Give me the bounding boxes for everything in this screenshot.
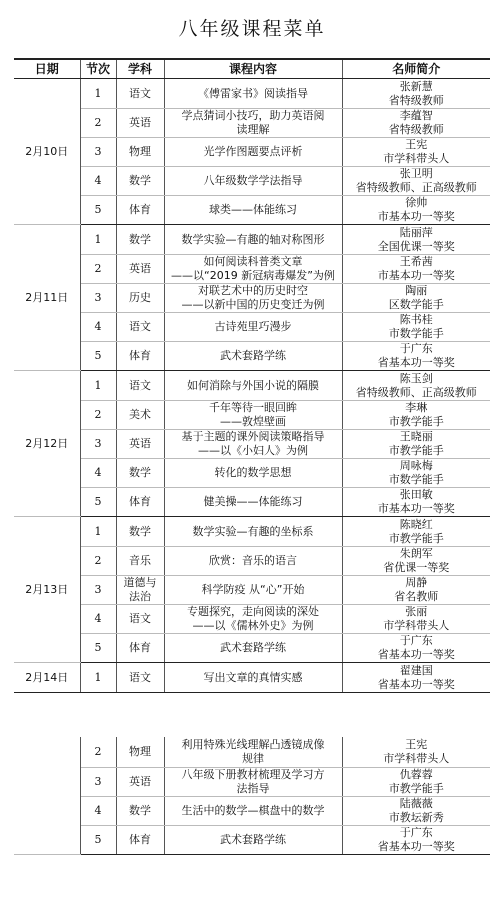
teacher-line: 市学科带头人 — [383, 751, 450, 765]
teacher-line: 市教学能手 — [388, 781, 444, 795]
teacher-line: 王希茜 — [399, 255, 433, 268]
teacher-line: 陈玉剑 — [399, 371, 433, 385]
teacher-line: 省特级教师、正高级教师 — [355, 385, 477, 399]
subject-cell: 数学 — [116, 167, 164, 196]
teacher-cell — [342, 517, 490, 547]
period-cell: 2 — [80, 547, 116, 576]
period-cell: 5 — [80, 634, 116, 663]
subject-cell: 体育 — [116, 342, 164, 371]
table-row — [14, 517, 490, 547]
teacher-line: 省特级教师、正高级教师 — [355, 181, 477, 194]
period-cell: 4 — [80, 459, 116, 488]
table-row — [14, 430, 490, 459]
content-line: 专题探究，走向阅读的深处 — [187, 605, 319, 618]
content-line: 武术套路学练 — [220, 641, 286, 654]
period-cell: 5 — [80, 825, 116, 854]
subject-cell: 体育 — [116, 825, 164, 854]
content-line: 规律 — [242, 751, 264, 765]
teacher-line: 市数学能手 — [388, 327, 444, 340]
teacher-line: 省基本功一等奖 — [377, 356, 455, 369]
table-row — [14, 796, 490, 825]
content-line: 法指导 — [236, 781, 270, 795]
period-cell: 4 — [80, 167, 116, 196]
content-cell — [164, 284, 342, 313]
table-row — [14, 605, 490, 634]
content-line: 如何阅读科普类文章 — [203, 255, 303, 268]
content-line: 数学实验—有趣的坐标系 — [192, 524, 314, 538]
table-row — [14, 488, 490, 517]
table-row — [14, 109, 490, 138]
table-row — [14, 79, 490, 109]
content-cell — [164, 459, 342, 488]
teacher-cell — [342, 109, 490, 138]
teacher-line: 全国优课一等奖 — [377, 239, 455, 253]
content-cell — [164, 547, 342, 576]
teacher-line: 市教学能手 — [388, 531, 444, 545]
period-cell: 2 — [80, 401, 116, 430]
period-cell: 4 — [80, 796, 116, 825]
date-cell — [14, 737, 80, 854]
page-break-gap — [14, 693, 490, 738]
teacher-line: 于广东 — [399, 825, 433, 839]
teacher-line: 王宪 — [405, 138, 428, 151]
content-line: 武术套路学练 — [220, 349, 286, 362]
teacher-cell — [342, 605, 490, 634]
period-cell: 4 — [80, 605, 116, 634]
teacher-cell — [342, 634, 490, 663]
teacher-cell — [342, 196, 490, 225]
teacher-line: 朱朗军 — [399, 547, 433, 560]
content-cell — [164, 313, 342, 342]
teacher-cell — [342, 342, 490, 371]
content-line: 《傅雷家书》阅读指导 — [198, 86, 308, 100]
period-cell: 1 — [80, 663, 116, 693]
content-line: 读理解 — [236, 123, 270, 136]
content-line: 科学防疫 从“心”开始 — [201, 583, 305, 596]
subject-cell: 体育 — [116, 634, 164, 663]
teacher-line: 翟建国 — [399, 663, 433, 677]
teacher-line: 徐帅 — [405, 196, 428, 209]
table-row — [14, 767, 490, 796]
teacher-line: 区数学能手 — [388, 298, 444, 311]
content-line: 写出文章的真情实感 — [203, 670, 303, 684]
content-line: 八年级下册教材梳理及学习方 — [181, 767, 325, 781]
table-row — [14, 663, 490, 693]
teacher-line: 市教学能手 — [388, 444, 444, 457]
subject-cell: 数学 — [116, 225, 164, 255]
teacher-line: 王宪 — [405, 737, 428, 751]
content-line: ——以《儒林外史》为例 — [192, 619, 314, 632]
content-cell — [164, 401, 342, 430]
teacher-cell — [342, 167, 490, 196]
teacher-cell — [342, 371, 490, 401]
table-row — [14, 313, 490, 342]
subject-cell: 语文 — [116, 663, 164, 693]
content-cell — [164, 737, 342, 767]
teacher-line: 周静 — [405, 576, 428, 589]
subject-line: 法治 — [129, 590, 151, 603]
subject-cell: 英语 — [116, 767, 164, 796]
table-row — [14, 634, 490, 663]
content-line: 如何消除与外国小说的隔膜 — [187, 378, 319, 392]
content-cell — [164, 517, 342, 547]
table-row — [14, 459, 490, 488]
teacher-line: 李琳 — [405, 401, 428, 414]
teacher-line: 王晓丽 — [399, 430, 433, 443]
content-cell — [164, 138, 342, 167]
table-row — [14, 342, 490, 371]
teacher-line: 省基本功一等奖 — [377, 677, 455, 691]
content-line: 利用特殊光线理解凸透镜成像 — [181, 737, 325, 751]
teacher-line: 市学科带头人 — [383, 152, 450, 165]
content-line: 对联艺术中的历史时空 — [198, 284, 308, 297]
content-cell — [164, 796, 342, 825]
teacher-line: 陈晓红 — [399, 517, 433, 531]
table-row — [14, 138, 490, 167]
date-cell: 2月13日 — [14, 517, 80, 663]
teacher-line: 市教坛新秀 — [388, 810, 444, 824]
content-line: 光学作图题要点评析 — [203, 145, 303, 158]
teacher-line: 省名教师 — [394, 590, 439, 603]
teacher-cell — [342, 767, 490, 796]
content-line: ——以《小妇人》为例 — [198, 444, 308, 457]
subject-cell: 数学 — [116, 517, 164, 547]
subject-line: 道德与 — [123, 576, 157, 589]
teacher-cell — [342, 825, 490, 854]
table-row — [14, 284, 490, 313]
subject-cell: 物理 — [116, 737, 164, 767]
period-cell: 4 — [80, 313, 116, 342]
content-cell — [164, 79, 342, 109]
content-cell — [164, 634, 342, 663]
subject-cell: 体育 — [116, 488, 164, 517]
teacher-line: 市基本功一等奖 — [377, 502, 455, 515]
teacher-cell — [342, 796, 490, 825]
content-cell — [164, 605, 342, 634]
teacher-line: 张丽 — [405, 605, 428, 618]
teacher-cell — [342, 138, 490, 167]
period-cell: 2 — [80, 109, 116, 138]
teacher-cell — [342, 576, 490, 605]
content-line: 千年等待一眼回眸 — [209, 401, 297, 414]
period-cell: 3 — [80, 284, 116, 313]
content-cell — [164, 167, 342, 196]
content-line: 健美操——体能练习 — [203, 495, 303, 508]
content-cell — [164, 109, 342, 138]
subject-cell: 英语 — [116, 109, 164, 138]
content-line: 武术套路学练 — [220, 832, 286, 846]
period-cell: 1 — [80, 371, 116, 401]
content-line: 古诗苑里巧漫步 — [214, 320, 292, 333]
teacher-cell — [342, 225, 490, 255]
content-cell — [164, 576, 342, 605]
subject-cell: 英语 — [116, 430, 164, 459]
period-cell: 3 — [80, 576, 116, 605]
date-cell: 2月14日 — [14, 663, 80, 693]
teacher-line: 于广东 — [399, 634, 433, 647]
period-cell: 5 — [80, 342, 116, 371]
content-cell — [164, 196, 342, 225]
teacher-line: 张卫明 — [399, 167, 433, 180]
period-cell: 1 — [80, 225, 116, 255]
table-row — [14, 401, 490, 430]
content-line: 基于主题的课外阅读策略指导 — [181, 430, 325, 443]
subject-cell — [116, 576, 164, 605]
period-cell: 1 — [80, 517, 116, 547]
teacher-line: 省特级教师 — [388, 123, 444, 136]
header-date: 日期 — [14, 59, 80, 79]
course-table — [14, 58, 490, 855]
date-cell: 2月12日 — [14, 371, 80, 517]
period-cell: 1 — [80, 79, 116, 109]
teacher-cell — [342, 459, 490, 488]
content-cell — [164, 371, 342, 401]
period-cell: 3 — [80, 430, 116, 459]
teacher-line: 市基本功一等奖 — [377, 210, 455, 223]
teacher-line: 陆丽萍 — [399, 225, 433, 239]
table-row — [14, 825, 490, 854]
subject-cell: 体育 — [116, 196, 164, 225]
teacher-line: 市基本功一等奖 — [377, 269, 455, 282]
teacher-line: 张新慧 — [399, 79, 433, 93]
content-line: 数学实验—有趣的轴对称图形 — [181, 232, 325, 246]
content-line: 学点猜词小技巧，助力英语阅 — [181, 109, 325, 122]
teacher-line: 市数学能手 — [388, 473, 444, 486]
teacher-line: 张田敏 — [399, 488, 433, 501]
date-cell: 2月10日 — [14, 79, 80, 225]
period-cell: 3 — [80, 767, 116, 796]
teacher-line: 省基本功一等奖 — [377, 648, 455, 661]
table-row — [14, 547, 490, 576]
content-cell — [164, 663, 342, 693]
teacher-line: 李蕴智 — [399, 109, 433, 122]
content-cell — [164, 342, 342, 371]
teacher-cell — [342, 663, 490, 693]
teacher-cell — [342, 547, 490, 576]
subject-cell: 历史 — [116, 284, 164, 313]
content-cell — [164, 767, 342, 796]
content-line: ——以新中国的历史变迁为例 — [181, 298, 325, 311]
content-cell — [164, 488, 342, 517]
table-row — [14, 167, 490, 196]
header-teacher: 名师简介 — [342, 59, 490, 79]
teacher-line: 市学科带头人 — [383, 619, 450, 632]
content-line: 球类——体能练习 — [209, 203, 297, 216]
teacher-line: 周咏梅 — [399, 459, 433, 472]
teacher-line: 陈书桂 — [399, 313, 433, 326]
table-row — [14, 196, 490, 225]
subject-cell: 音乐 — [116, 547, 164, 576]
subject-cell: 语文 — [116, 313, 164, 342]
teacher-cell — [342, 430, 490, 459]
period-cell: 5 — [80, 488, 116, 517]
subject-cell: 数学 — [116, 796, 164, 825]
table-row — [14, 371, 490, 401]
table-row — [14, 225, 490, 255]
content-cell — [164, 255, 342, 284]
subject-cell: 语文 — [116, 371, 164, 401]
content-line: ——敦煌壁画 — [220, 415, 286, 428]
period-cell: 2 — [80, 255, 116, 284]
teacher-cell — [342, 488, 490, 517]
content-line: 欣赏：音乐的语言 — [209, 554, 297, 567]
subject-cell: 语文 — [116, 605, 164, 634]
header-subject: 学科 — [116, 59, 164, 79]
content-cell — [164, 825, 342, 854]
teacher-cell — [342, 313, 490, 342]
teacher-cell — [342, 737, 490, 767]
subject-cell: 英语 — [116, 255, 164, 284]
header-content: 课程内容 — [164, 59, 342, 79]
subject-cell: 数学 — [116, 459, 164, 488]
subject-cell: 语文 — [116, 79, 164, 109]
teacher-line: 陶丽 — [405, 284, 428, 297]
period-cell: 3 — [80, 138, 116, 167]
teacher-cell — [342, 401, 490, 430]
teacher-cell — [342, 284, 490, 313]
teacher-line: 市教学能手 — [388, 415, 444, 428]
teacher-cell — [342, 79, 490, 109]
table-row — [14, 255, 490, 284]
subject-cell: 美术 — [116, 401, 164, 430]
period-cell: 5 — [80, 196, 116, 225]
table-row — [14, 576, 490, 605]
teacher-line: 省特级教师 — [388, 93, 444, 107]
content-cell — [164, 225, 342, 255]
content-cell — [164, 430, 342, 459]
teacher-line: 省优课一等奖 — [383, 561, 450, 574]
date-cell: 2月11日 — [14, 225, 80, 371]
content-line: 八年级数学学法指导 — [203, 174, 303, 187]
page-title: 八年级课程菜单 — [178, 18, 326, 40]
teacher-line: 省基本功一等奖 — [377, 839, 455, 853]
teacher-line: 仇蓉蓉 — [399, 767, 433, 781]
header-row — [14, 59, 490, 79]
content-line: 生活中的数学—棋盘中的数学 — [181, 803, 325, 817]
period-cell: 2 — [80, 737, 116, 767]
header-period: 节次 — [80, 59, 116, 79]
table-row — [14, 737, 490, 767]
teacher-cell — [342, 255, 490, 284]
teacher-line: 陆薇薇 — [399, 796, 433, 810]
subject-cell: 物理 — [116, 138, 164, 167]
content-line: ——以“2019 新冠病毒爆发”为例 — [171, 269, 335, 282]
content-line: 转化的数学思想 — [214, 466, 292, 479]
teacher-line: 于广东 — [399, 342, 433, 355]
